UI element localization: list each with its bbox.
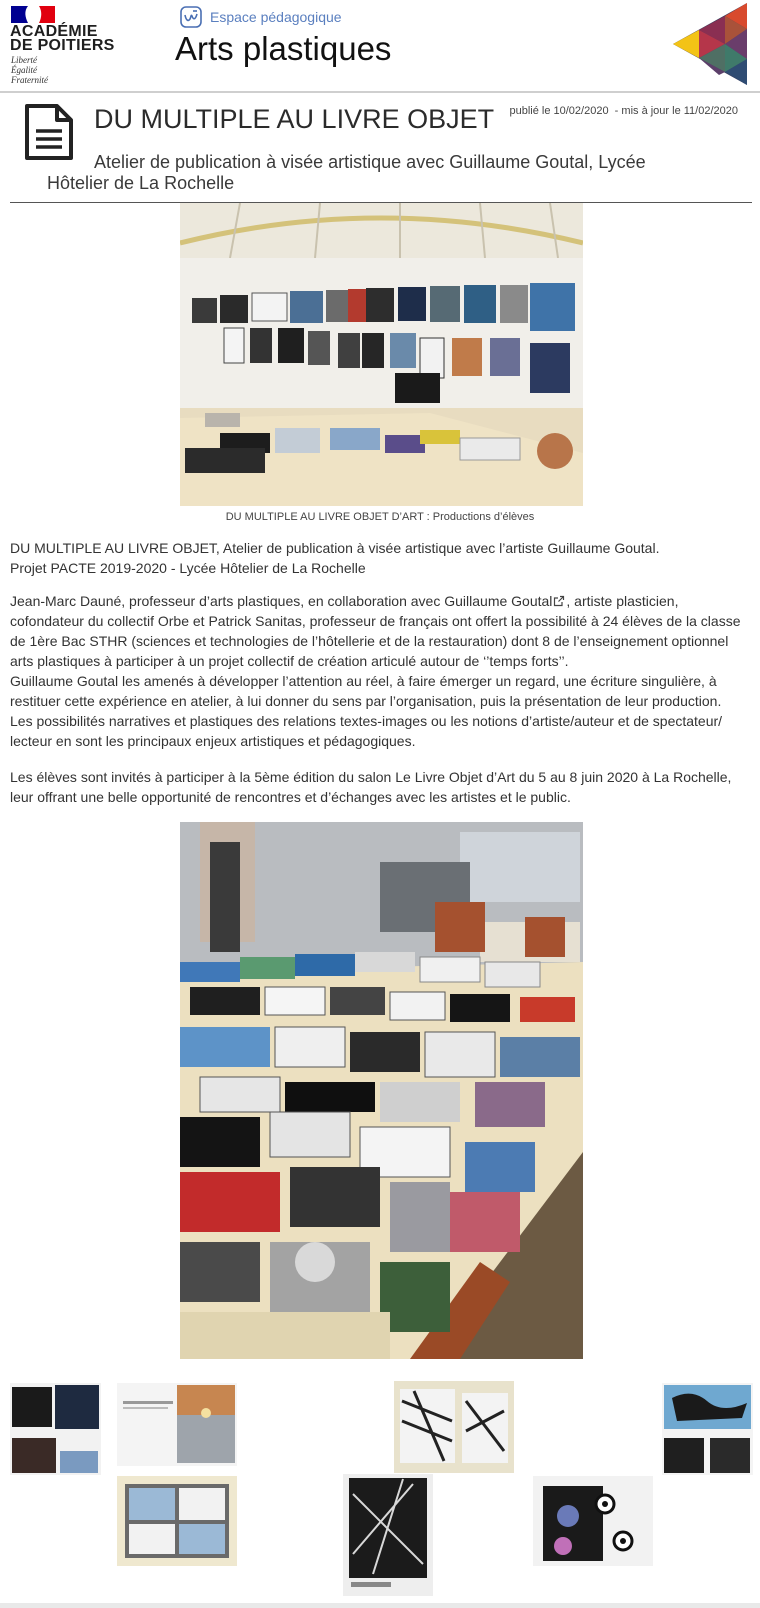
intro-paragraph [10, 538, 755, 578]
gallery-thumbnail[interactable] [343, 1474, 433, 1596]
logo-name: ACADÉMIE DE POITIERS [10, 23, 115, 54]
publication-date: publié le 10/02/2020 - mis à jour le 11/02/2020 [509, 105, 738, 117]
gallery-thumbnail[interactable] [394, 1381, 514, 1473]
article-title: DU MULTIPLE AU LIVRE OBJET [94, 104, 495, 134]
espace-pedagogique-icon [180, 6, 202, 28]
intro-line-2: Projet PACTE 2019-2020 - Lycée Hôtelier de La Rochelle [10, 560, 366, 576]
photo-caption: DU MULTIPLE AU LIVRE OBJET D’ART : Productions d’élèves [225, 511, 535, 523]
project-text-end: , artiste plasticien, cofondateur du collectif Orbe et Patrick Sanitas, professeur de français ont offert la possibilité à 24 élèves de la classe de 1ère Bac STHR (sciences et technologies de l’hôtellerie et de la restauration) dont 8 de l’enseignement optionnel arts plastiques à participer à un projet collectif de création articulé autour de ‘’temps forts’’. [10, 593, 741, 669]
external-link-icon [553, 595, 565, 607]
gallery-thumbnail[interactable] [117, 1383, 237, 1466]
project-paragraph [10, 591, 755, 751]
gallery-thumbnail[interactable] [10, 1383, 101, 1475]
arts-plastiques-logo-icon [673, 3, 747, 85]
salon-paragraph: Les élèves sont invités à participer à la 5ème édition du salon Le Livre Objet d’Art du 5 au 8 juin 2020 à La Rochelle, leur offrant une belle opportunité de rencontres et d’échanges avec les artistes et le public. [10, 769, 732, 805]
student-prints-table-photo[interactable] [180, 822, 583, 1359]
espace-pedagogique-link[interactable] [180, 6, 342, 28]
article-subtitle: Atelier de publication à visée artistique avec Guillaume Goutal, Lycée Hôtelier de La Rochelle [47, 152, 646, 193]
academie-logo[interactable] [10, 6, 130, 86]
site-header [0, 0, 760, 93]
gallery-thumbnail[interactable] [117, 1476, 237, 1566]
gallery-thumbnail[interactable] [662, 1383, 753, 1475]
french-flag-icon [11, 6, 55, 23]
logo-motto: Liberté Égalité Fraternité [11, 55, 48, 85]
article [0, 95, 760, 1608]
project-text-start: Jean-Marc Dauné, professeur d’arts plastiques, en collaboration avec [10, 593, 445, 609]
gallery-thumbnail[interactable] [533, 1476, 653, 1566]
workshop-wall-photo[interactable] [180, 203, 583, 506]
intro-line-1: DU MULTIPLE AU LIVRE OBJET, Atelier de publication à visée artistique avec l’artiste Guillaume Goutal. [10, 540, 660, 556]
project-text-line-2: Guillaume Goutal les amenés à développer l’attention au réel, à faire émerger un regard, une écriture singulière, à restituer cette expérience en atelier, à lui donner du sens par l’organisation, puis la présentation de leur production. [10, 673, 722, 709]
site-title[interactable]: Arts plastiques [175, 30, 392, 67]
espace-pedagogique-label: Espace pédagogique [210, 9, 342, 25]
guillaume-goutal-link[interactable]: Guillaume Goutal [444, 593, 553, 609]
page-bottom-bar [0, 1603, 760, 1608]
project-text-line-3: Les possibilités narratives et plastiques des relations textes-images ou les notions d’artiste/auteur et de spectateur/ lecteur en sont les principaux enjeux artistiques et pédagogiques. [10, 713, 723, 749]
